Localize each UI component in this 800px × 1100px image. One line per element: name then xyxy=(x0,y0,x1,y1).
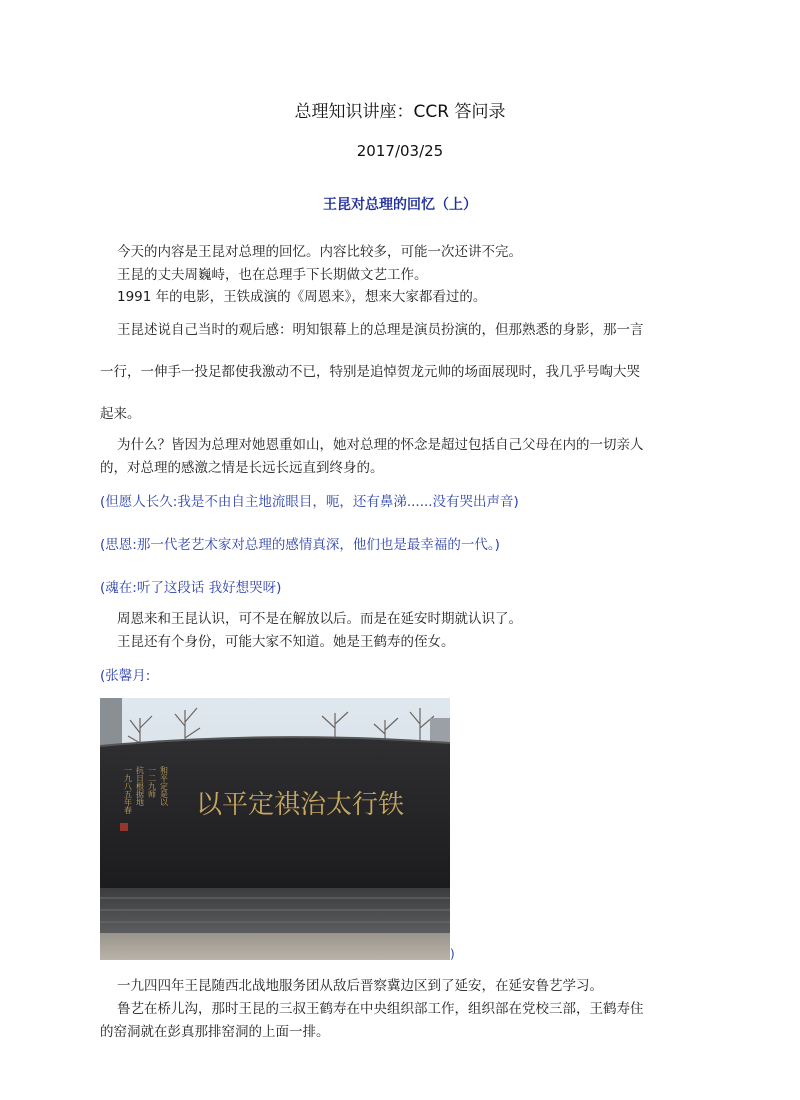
calligraphy-main-text: 以平定祺治太行铁 xyxy=(195,790,405,820)
paragraph-4-line-2: 一行，一伸手一投足都使我激动不已，特别是追悼贺龙元帅的场面展现时，我几乎号啕大哭 xyxy=(100,364,640,380)
section-subtitle: 王昆对总理的回忆（上） xyxy=(323,197,477,213)
paragraph-4-line-1: 王昆述说自己当时的观后感：明知银幕上的总理是演员扮演的，但那熟悉的身影，那一言 xyxy=(117,322,644,338)
page-title: 总理知识讲座：CCR 答问录 xyxy=(294,102,506,122)
paragraph-1: 今天的内容是王昆对总理的回忆。内容比较多，可能一次还讲不完。 xyxy=(117,244,522,260)
comment-1: (但愿人长久:我是不由自主地流眼目，呃，还有鼻涕......没有哭出声音) xyxy=(100,494,519,510)
comment-4-close: ) xyxy=(450,947,455,961)
paragraph-8: 一九四四年王昆随西北战地服务团从敌后晋察冀边区到了延安，在延安鲁艺学习。 xyxy=(117,978,603,994)
svg-text:一二九师: 一二九师 xyxy=(147,766,157,798)
paragraph-2: 王昆的丈夫周巍峙，也在总理手下长期做文艺工作。 xyxy=(117,267,428,283)
paragraph-4-line-3: 起来。 xyxy=(100,406,141,422)
comment-2: (思恩:那一代老艺术家对总理的感情真深，他们也是最幸福的一代。) xyxy=(100,537,500,553)
paragraph-9-line-1: 鲁艺在桥儿沟，那时王昆的三叔王鹤寿在中央组织部工作，组织部在党校三部，王鹤寿住 xyxy=(117,1001,644,1017)
monument-photo xyxy=(100,698,450,960)
page-date: 2017/03/25 xyxy=(356,142,444,160)
paragraph-5-line-1: 为什么？皆因为总理对她恩重如山，她对总理的怀念是超过包括自己父母在内的一切亲人 xyxy=(117,437,644,453)
svg-text:一九八五年春: 一九八五年春 xyxy=(123,766,133,814)
paragraph-3: 1991 年的电影，王铁成演的《周恩来》，想来大家都看过的。 xyxy=(117,289,487,305)
paragraph-9-line-2: 的窑洞就在彭真那排窑洞的上面一排。 xyxy=(100,1024,330,1040)
comment-4: (张馨月: xyxy=(100,668,151,684)
paragraph-5-line-2: 的，对总理的感激之情是长远长远直到终身的。 xyxy=(100,460,384,476)
paragraph-7: 王昆还有个身份，可能大家不知道。她是王鹤寿的侄女。 xyxy=(117,634,455,650)
svg-text:抗日根据地: 抗日根据地 xyxy=(135,766,145,806)
svg-text:和平定是以: 和平定是以 xyxy=(159,766,169,806)
paragraph-6: 周恩来和王昆认识，可不是在解放以后。而是在延安时期就认识了。 xyxy=(117,611,522,627)
comment-3: (魂在:听了这段话 我好想哭呀) xyxy=(100,580,282,596)
